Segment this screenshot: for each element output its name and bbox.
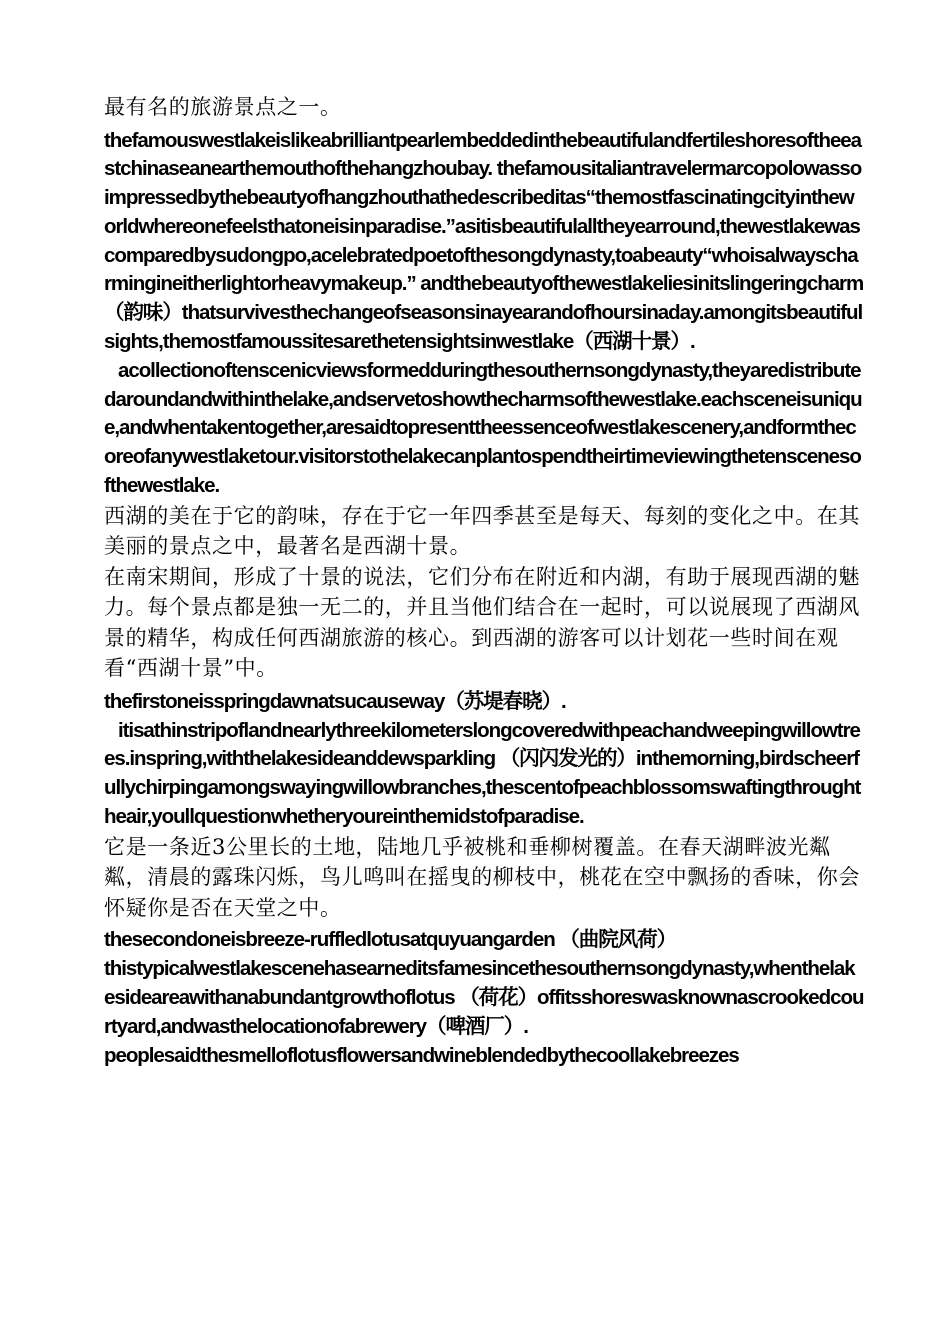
paragraph-ten-scenes-en: acollectionoftenscenicviewsformedduringthesouthernsongdynasty,theyaredistributedaroundandwithinthelake,andservetoshowthecharmsofthewestlake.eachsceneisunique,andwhentakentogether,aresaidtopresenttheessenceofwestlakescenery,andformthecoreofanywestlaketour.visitorstothelakecanplantospendtheirtimeviewingthetenscenesofthewestlake. bbox=[104, 358, 862, 498]
paragraph-westlake-zh: 西湖的美在于它的韵味，存在于它一年四季甚至是每天、每刻的变化之中。在其美丽的景点之中，最著名是西湖十景。 bbox=[104, 503, 860, 559]
paragraph-scene-two-continued-en: peoplesaidthesmelloflotusflowersandwineblendedbythecoollakebreezes bbox=[104, 1043, 739, 1067]
heading-scene-one-en: thefirstoneisspringdawnatsucauseway（苏堤春晓）. bbox=[104, 689, 566, 713]
paragraph-westlake-en: thefamouswestlakeislikeabrilliantpearlembeddedinthebeautifulandfertileshoresoftheeastchinaseanearthemouthofthehangzhoubay. thefamousitaliantravelermarcopolowassoimpressedbythebeautyofhangzhouthathedescribeditas“themostfascinatingcityintheworldwhereonefeelsthatoneisinparadise.”asitisbeautifulalltheyearround,thewestlakewascomparedbysudongpo,acelebratedpoetofthesongdynasty,toabeauty“whoisalwayscharmingineitherlightorheavymakeup.” andthebeautyofthewestlakeliesinitslingeringcharm（韵味）thatsurvivesthechangeofseasonsinayearandofhoursinaday.amongitsbeautifulsights,themostfamoussitesarethetensightsinwestlake（西湖十景）. bbox=[104, 128, 864, 354]
paragraph-scene-two-en: thistypicalwestlakescenehasearneditsfamesincethesouthernsongdynasty,whenthelakesideareawithanabundantgrowthoflotus （荷花）offitsshoreswasknownascrookedcourtyard,andwasthelocationofabrewery（啤酒厂）. bbox=[104, 957, 864, 1038]
paragraph-intro-zh: 最有名的旅游景点之一。 bbox=[104, 95, 342, 119]
document-page bbox=[104, 92, 864, 1070]
paragraph-scene-one-zh: 它是一条近3公里长的土地，陆地几乎被桃和垂柳树覆盖。在春天湖畔波光粼粼，清晨的露珠闪烁，鸟儿鸣叫在摇曳的柳枝中，桃花在空中飘扬的香味，你会怀疑你是否在天堂之中。 bbox=[104, 834, 860, 920]
paragraph-ten-scenes-zh: 在南宋期间，形成了十景的说法，它们分布在附近和内湖，有助于展现西湖的魅力。每个景点都是独一无二的，并且当他们结合在一起时，可以说展现了西湖风景的精华，构成任何西湖旅游的核心。到西湖的游客可以计划花一些时间在观看“西湖十景”中。 bbox=[104, 564, 860, 681]
paragraph-scene-one-en: itisathinstripoflandnearlythreekilometerslongcoveredwithpeachandweepingwillowtrees.inspring,withthelakesideanddewsparkling （闪闪发光的）inthemorning,birdscheerfullychirpingamongswayingwillowbranches,thescentofpeachblossomswaftingthroughtheair,youllquestionwhetheryoureinthemidstofparadise. bbox=[104, 718, 861, 829]
heading-scene-two-en: thesecondoneisbreeze-ruffledlotusatquyuangarden （曲院风荷） bbox=[104, 928, 677, 952]
